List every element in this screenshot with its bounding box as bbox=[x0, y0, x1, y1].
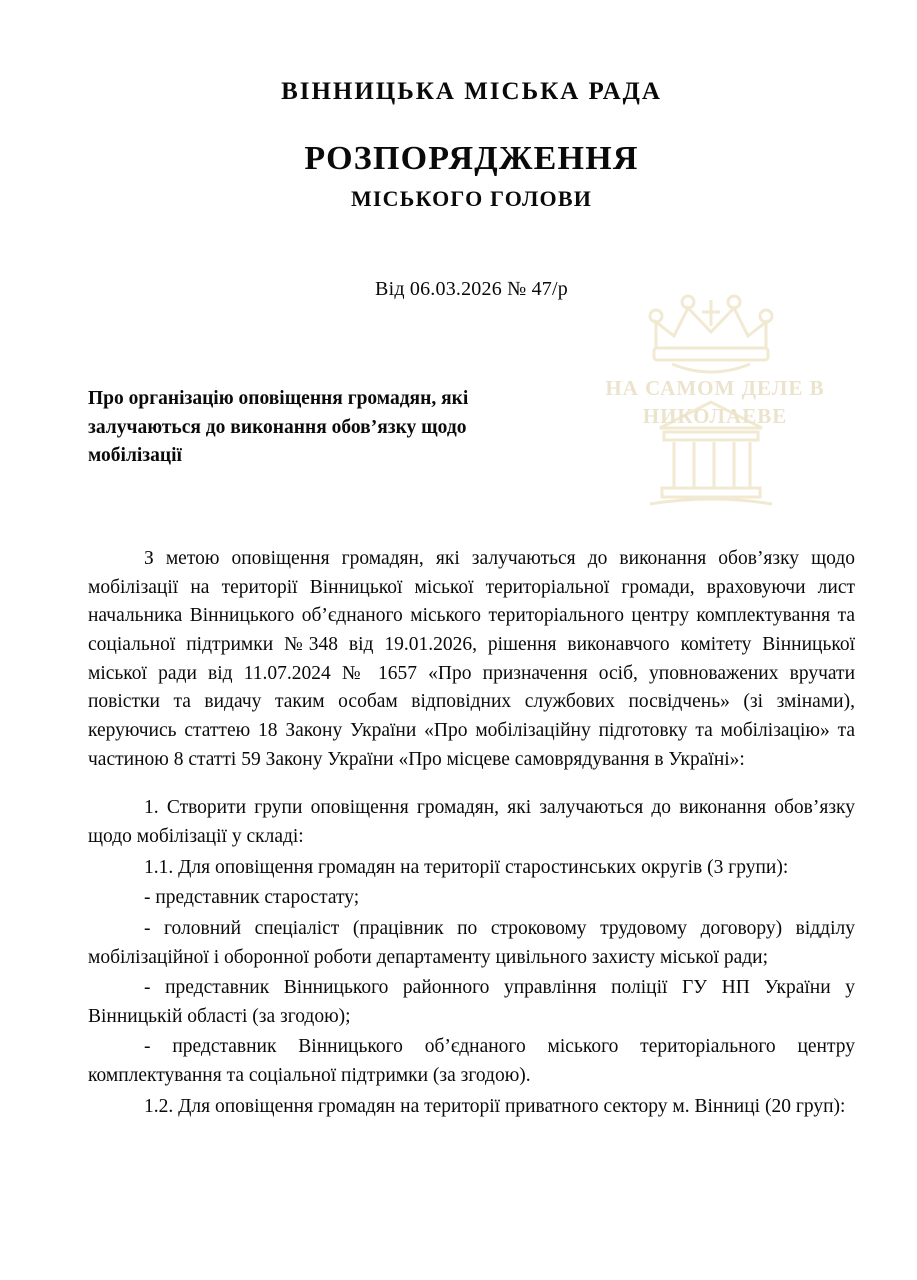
document-type-title: РОЗПОРЯДЖЕННЯ bbox=[304, 140, 639, 177]
paragraph-item-1-1: 1.1. Для оповіщення громадян на території старостинських округів (3 групи): bbox=[144, 856, 789, 878]
watermark-line-2: НИКОЛАЕВЕ bbox=[642, 404, 788, 429]
paragraph-preamble: З метою оповіщення громадян, які залучаються до виконання обов’язку щодо мобілізації на території Вінницької міської територіальної громади, враховуючи лист начальника Вінницького об’єднаного міського територіального центру комплектування та соціальної підтримки №348 від 19.01.2026, рішення виконавчого комітету Вінницької міської ради від 11.07.2024 № 1657 «Про призначення осіб, уповноважених вручати повістки та видачу таким особам відповідних службових посвідчень» (зі змінами), керуючись статтею 18 Закону України «Про мобілізаційну підготовку та мобілізацію» та частиною 8 статті 59 Закону України «Про місцеве самоврядування в Україні»: bbox=[88, 547, 855, 770]
council-title: ВІННИЦЬКА МІСЬКА РАДА bbox=[281, 78, 662, 105]
paragraph-item-1-2: 1.2. Для оповіщення громадян на території приватного сектору м. Вінниці (20 груп): bbox=[144, 1095, 846, 1117]
list-item: - представник Вінницького районного управління поліції ГУ НП України у Вінницькій області (за згодою); bbox=[88, 977, 855, 1027]
list-item: - представник Вінницького об’єднаного міського територіального центру комплектування та соціальної підтримки (за згодою). bbox=[88, 1036, 855, 1087]
list-item: - представник старостату; bbox=[144, 887, 360, 909]
document-subtype-title: МІСЬКОГО ГОЛОВИ bbox=[350, 186, 593, 211]
document-subject: Про організацію оповіщення громадян, які залучаються до виконання обов’язку щодо мобілізації bbox=[88, 388, 469, 467]
document-body bbox=[88, 545, 855, 1121]
document-date-number: Від 06.03.2026 № 47/р bbox=[375, 278, 568, 300]
paragraph-item-1: 1. Створити групи оповіщення громадян, які залучаються до виконання обов’язку щодо мобілізації у складі: bbox=[88, 797, 855, 847]
list-item: - головний спеціаліст (працівник по строковому трудовому договору) відділу мобілізаційної і оборонної роботи департаменту цивільного захисту міської ради; bbox=[88, 917, 855, 968]
watermark-line-1: НА САМОМ ДЕЛЕ В bbox=[605, 376, 825, 400]
